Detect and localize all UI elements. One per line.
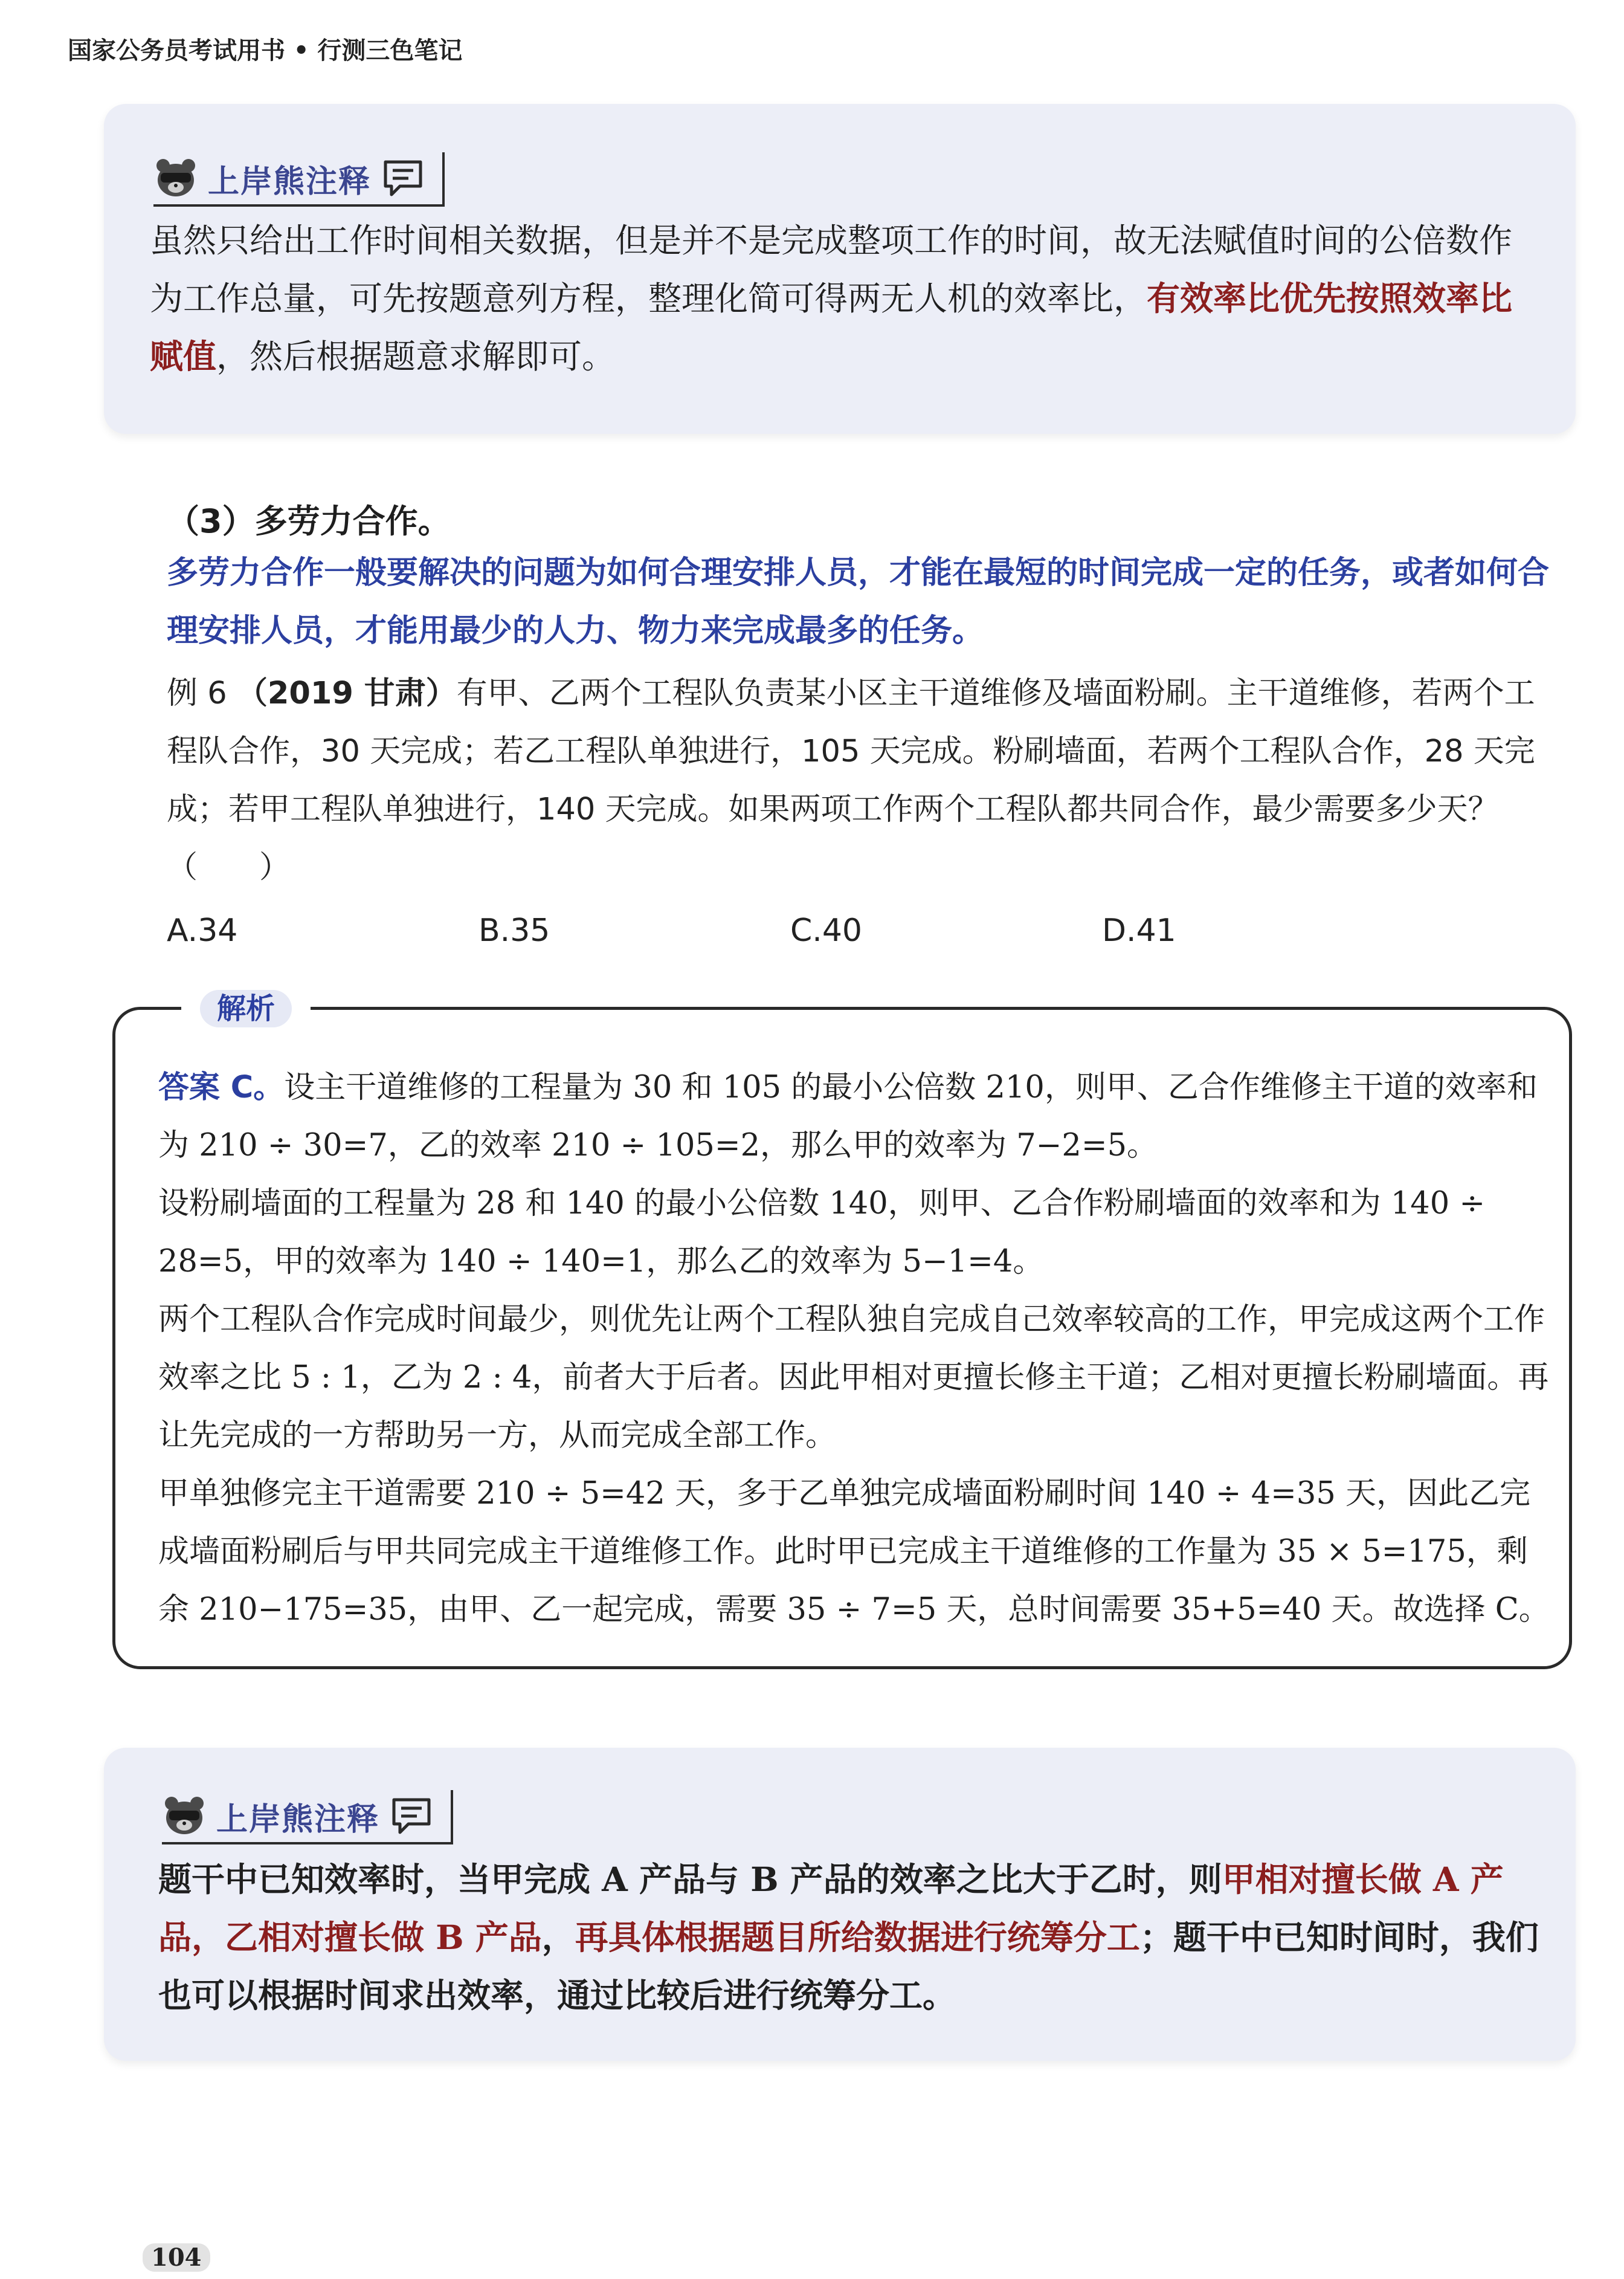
page-number: 104: [143, 2243, 210, 2272]
note-header-2: [162, 1790, 453, 1844]
note-body-1: [150, 212, 1539, 386]
analysis-paragraph: 甲单独修完主干道需要 210 ÷ 5=42 天，多于乙单独完成墙面粉刷时间 140 ÷ 4=35 天，因此乙完成墙面粉刷后与甲共同完成主干道维修工作。此时甲已完成主干道维修的工作量为 35 × 5=175，剩余 210−175=35，由甲、乙一起完成，需要 35 ÷ 7=5 天，总时间需要 35+5=40 天。故选择 C。: [158, 1476, 1550, 1628]
answer-options: [167, 902, 1556, 960]
note-highlight: 再具体根据题目所给数据进行统筹分工: [575, 1918, 1140, 1957]
option-a: A.34: [167, 913, 238, 949]
section-intro: 多劳力合作一般要解决的问题为如何合理安排人员，才能在最短的时间完成一定的任务，或者如何合理安排人员，才能用最少的人力、物力来完成最多的任务。: [167, 555, 1550, 649]
bear-note-box-1: [104, 104, 1576, 434]
note-header-1: [153, 152, 445, 207]
note-highlight: 有效率比优先按照效率比赋值: [150, 279, 1513, 376]
bear-note-box-2: [104, 1748, 1576, 2061]
analysis-text-1: 设主干道维修的工程量为 30 和 105 的最小公倍数 210，则甲、乙合作维修主干道的效率和为 210 ÷ 30=7，乙的效率 210 ÷ 105=2，那么甲的效率为 7−2=5。: [158, 1070, 1538, 1163]
example-text: 有甲、乙两个工程队负责某小区主干道维修及墙面粉刷。主干道维修，若两个工程队合作，30 天完成；若乙工程队单独进行，105 天完成。粉刷墙面，若两个工程队合作，28 天完成；若甲工程队单独进行，140 天完成。如果两项工作两个工程队都共同合作，最少需要多少天？（ ）: [167, 676, 1535, 885]
chat-bubble-icon: [390, 1796, 433, 1836]
analysis-paragraph: 两个工程队合作完成时间最少，则优先让两个工程队独自完成自己效率较高的工作，甲完成这两个工作效率之比 5 : 1，乙为 2 : 4，前者大于后者。因此甲相对更擅长修主干道；乙相对更擅长粉刷墙面。再让先完成的一方帮助另一方，从而完成全部工作。: [158, 1302, 1549, 1453]
bear-mascot-icon: [162, 1794, 207, 1838]
section-heading: （3）多劳力合作。: [167, 502, 451, 540]
note-text: 虽然只给出工作时间相关数据，但是并不是完成整项工作的时间，故无法赋值时间的公倍数作为工作总量，可先按题意列方程，整理化简可得两无人机的效率比，: [150, 221, 1513, 318]
example-source: （2019 甘肃）: [236, 676, 457, 711]
analysis-paragraph: 设粉刷墙面的工程量为 28 和 140 的最小公倍数 140，则甲、乙合作粉刷墙面的效率和为 140 ÷ 28=5，甲的效率为 140 ÷ 140=1，那么乙的效率为 5−1=4。: [158, 1186, 1486, 1279]
option-c: C.40: [790, 913, 863, 949]
note-title: 上岸熊注释: [208, 163, 372, 200]
example-label: 例 6: [167, 676, 237, 711]
analysis-body: [158, 1059, 1554, 1639]
bear-mascot-icon: [153, 156, 198, 201]
option-b: B.35: [478, 913, 550, 949]
option-d: D.41: [1102, 913, 1176, 949]
running-header: 国家公务员考试用书 • 行测三色笔记: [68, 36, 463, 65]
note-title: 上岸熊注释: [216, 1801, 380, 1838]
analysis-label: 解析: [200, 990, 292, 1027]
chat-bubble-icon: [382, 158, 424, 198]
note-body-2: [158, 1851, 1548, 2025]
analysis-paragraph: [158, 1059, 1554, 1175]
note-highlight: 甲相对擅长做 A 产品，乙相对擅长做 B 产品: [158, 1860, 1504, 1957]
note-text: 题干中已知效率时，当甲完成 A 产品与 B 产品的效率之比大于乙时，则: [158, 1860, 1222, 1899]
answer-label: 答案 C。: [158, 1070, 285, 1105]
note-text: ，: [541, 1918, 575, 1957]
example-question: [167, 665, 1556, 897]
note-text-end: ；题干中已知时间时，我们也可以根据时间求出效率，通过比较后进行统筹分工。: [158, 1918, 1539, 2015]
analysis-tab: [181, 990, 311, 1029]
note-text-end: ，然后根据题意求解即可。: [216, 337, 616, 376]
